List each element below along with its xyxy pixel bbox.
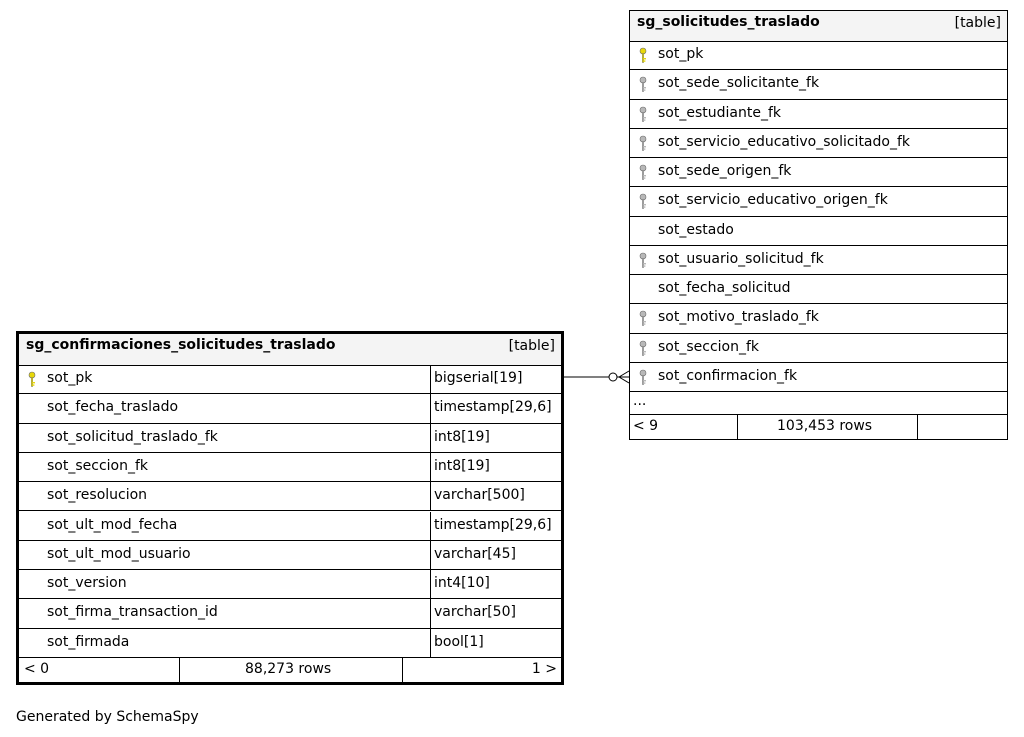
row-count: 103,453 rows [777, 418, 873, 434]
column-type: timestamp[29,6] [434, 399, 552, 416]
row-count: 88,273 rows [245, 661, 332, 677]
column-name: sot_firmada [47, 633, 130, 650]
column-name: sot_sede_solicitante_fk [658, 75, 820, 92]
column-type: int8[19] [434, 428, 490, 445]
table-type-label: [table] [954, 15, 1001, 31]
column-name: sot_version [47, 575, 127, 592]
more-columns-ellipsis: ... [633, 393, 647, 409]
table-title[interactable]: sg_solicitudes_traslado [637, 14, 820, 30]
column-name: sot_fecha_solicitud [658, 280, 791, 296]
column-name: sot_solicitud_traslado_fk [47, 428, 218, 445]
column-name: sot_pk [658, 46, 704, 62]
table-title[interactable]: sg_confirmaciones_solicitudes_traslado [26, 337, 336, 353]
column-name: sot_sede_origen_fk [658, 163, 792, 179]
column-type: int4[10] [434, 575, 490, 592]
column-name: sot_firma_transaction_id [47, 604, 218, 621]
table-type-label: [table] [508, 338, 555, 354]
column-type: varchar[500] [434, 487, 525, 504]
generated-by-label: Generated by SchemaSpy [16, 709, 199, 725]
column-name: sot_seccion_fk [47, 457, 149, 474]
children-count[interactable]: 1 > [531, 661, 557, 677]
relationship-zero-marker [609, 373, 617, 381]
column-name: sot_pk [47, 370, 93, 386]
column-name: sot_servicio_educativo_solicitado_fk [658, 133, 910, 150]
column-type: bigserial[19] [434, 370, 523, 386]
column-name: sot_seccion_fk [658, 338, 760, 355]
column-name: sot_ult_mod_fecha [47, 516, 178, 533]
crowfoot-upper [619, 371, 629, 377]
column-type: bool[1] [434, 633, 484, 650]
column-name: sot_motivo_traslado_fk [658, 309, 819, 326]
parents-count[interactable]: < 9 [633, 418, 659, 434]
column-name: sot_ult_mod_usuario [47, 545, 191, 562]
column-name: sot_confirmacion_fk [658, 367, 798, 384]
column-name: sot_estudiante_fk [658, 104, 781, 121]
column-name: sot_fecha_traslado [47, 399, 179, 416]
column-name: sot_servicio_educativo_origen_fk [658, 192, 888, 209]
column-name: sot_usuario_solicitud_fk [658, 250, 824, 267]
column-name: sot_resolucion [47, 487, 148, 504]
column-name: sot_estado [658, 221, 734, 238]
column-type: varchar[45] [434, 545, 516, 562]
column-type: varchar[50] [434, 604, 516, 621]
column-type: int8[19] [434, 457, 490, 474]
column-type: timestamp[29,6] [434, 516, 552, 533]
parents-count[interactable]: < 0 [24, 661, 50, 677]
crowfoot-lower [619, 377, 629, 383]
